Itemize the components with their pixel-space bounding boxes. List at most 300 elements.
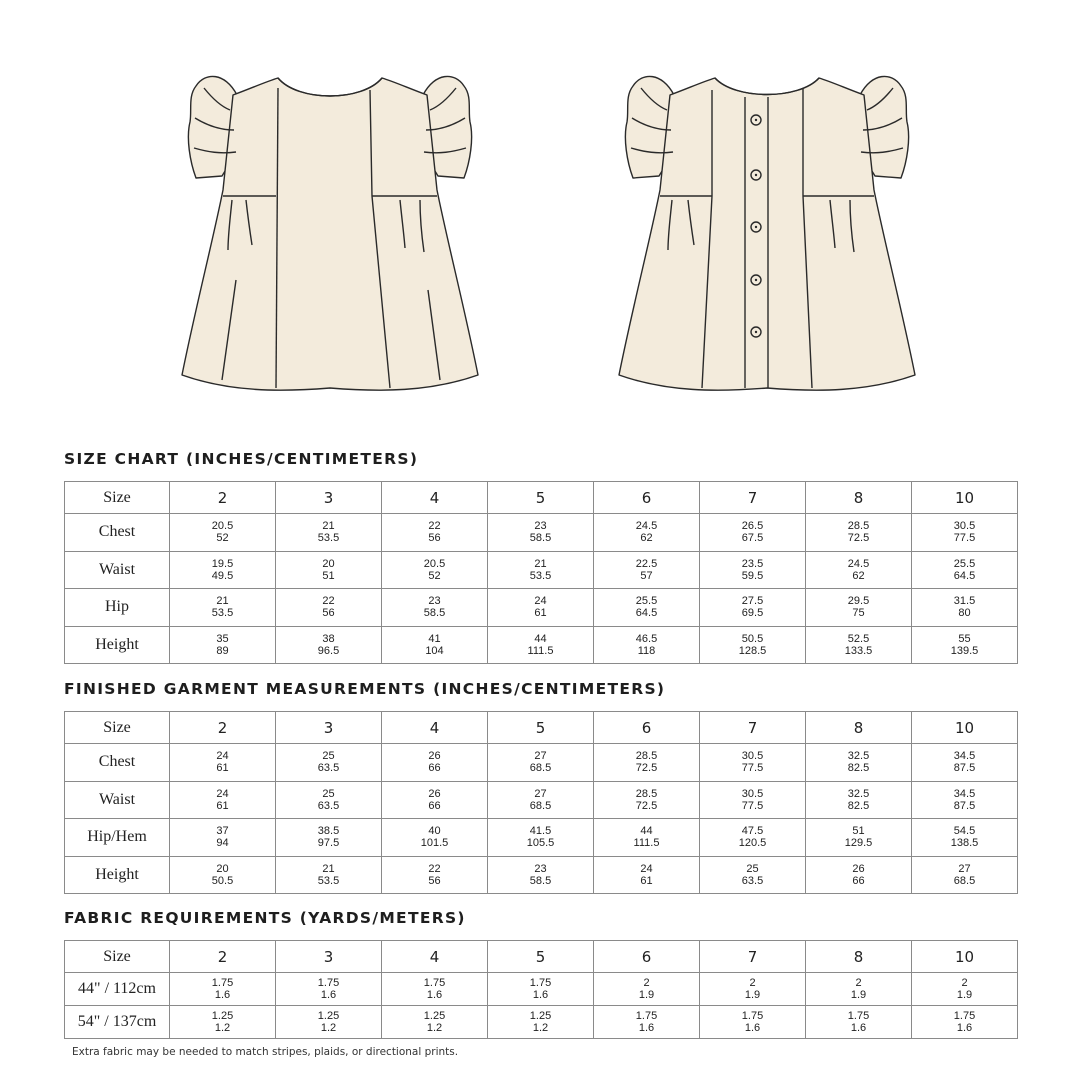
value-metric: 61 [534, 607, 547, 620]
value-metric: 1.6 [744, 1022, 761, 1034]
measurement-cell [594, 1006, 700, 1039]
size-header: 6 [594, 712, 700, 744]
measurement-cell [700, 973, 806, 1006]
value-metric: 96.5 [317, 644, 340, 657]
dress-illustrations-svg [0, 0, 1080, 440]
measurement-cell [488, 626, 594, 664]
measurement-cell [912, 626, 1018, 664]
value-metric: 1.2 [426, 1022, 443, 1034]
value-metric: 80 [958, 607, 971, 620]
table-row [65, 589, 1018, 627]
measurement-cell [488, 781, 594, 819]
measurement-cell [276, 856, 382, 894]
value-imperial: 21 [216, 595, 229, 608]
size-header: 4 [382, 941, 488, 973]
value-metric: 58.5 [423, 607, 446, 620]
measurement-cell [700, 551, 806, 589]
value-imperial: 52.5 [847, 632, 870, 645]
size-header: 6 [594, 941, 700, 973]
size-header: 6 [594, 482, 700, 514]
value-imperial: 27.5 [741, 595, 764, 608]
value-imperial: 24 [216, 750, 229, 763]
measurement-cell [382, 856, 488, 894]
row-label: Hip [65, 589, 170, 627]
dress-illustrations [0, 0, 1080, 440]
row-label: Waist [65, 781, 170, 819]
value-imperial: 19.5 [211, 557, 234, 570]
measurement-cell [170, 856, 276, 894]
value-metric: 67.5 [741, 532, 764, 545]
size-header: 3 [276, 482, 382, 514]
fabric-requirements-table [64, 940, 1018, 1039]
measurement-cell [488, 589, 594, 627]
measurement-cell [806, 514, 912, 552]
size-header: 8 [806, 482, 912, 514]
value-imperial: 54.5 [953, 825, 976, 838]
size-header: 4 [382, 482, 488, 514]
value-imperial: 1.75 [741, 1010, 764, 1022]
value-metric: 61 [640, 874, 653, 887]
value-imperial: 27 [534, 750, 547, 763]
value-metric: 1.6 [638, 1022, 655, 1034]
measurement-cell [700, 514, 806, 552]
value-metric: 57 [640, 569, 653, 582]
value-metric: 58.5 [529, 532, 552, 545]
value-metric: 53.5 [211, 607, 234, 620]
value-imperial: 22.5 [635, 557, 658, 570]
measurement-cell [488, 856, 594, 894]
size-header: 10 [912, 482, 1018, 514]
value-metric: 62 [640, 532, 653, 545]
value-metric: 1.9 [638, 989, 655, 1001]
value-imperial: 23 [428, 595, 441, 608]
value-metric: 1.6 [214, 989, 231, 1001]
value-imperial: 21 [322, 862, 335, 875]
measurement-cell [488, 551, 594, 589]
row-label: Chest [65, 514, 170, 552]
measurement-cell [170, 744, 276, 782]
value-imperial: 1.25 [529, 1010, 552, 1022]
value-metric: 111.5 [527, 644, 554, 657]
measurement-cell [594, 626, 700, 664]
value-imperial: 2 [749, 977, 756, 989]
measurement-cell [912, 819, 1018, 857]
value-metric: 1.6 [956, 1022, 973, 1034]
value-imperial: 20 [216, 862, 229, 875]
measurement-cell [276, 973, 382, 1006]
value-imperial: 25 [322, 750, 335, 763]
header-row [65, 482, 1018, 514]
measurement-cell [382, 744, 488, 782]
value-metric: 101.5 [420, 837, 449, 850]
value-metric: 139.5 [950, 644, 979, 657]
measurement-cell [700, 781, 806, 819]
measurement-cell [806, 551, 912, 589]
value-metric: 138.5 [950, 837, 979, 850]
value-metric: 59.5 [741, 569, 764, 582]
size-header: 7 [700, 941, 806, 973]
value-imperial: 28.5 [635, 787, 658, 800]
table-row [65, 626, 1018, 664]
value-imperial: 23 [534, 520, 547, 533]
measurement-cell [170, 589, 276, 627]
row-label: Waist [65, 551, 170, 589]
value-metric: 77.5 [953, 532, 976, 545]
value-imperial: 34.5 [953, 750, 976, 763]
table-row [65, 973, 1018, 1006]
measurement-cell [594, 744, 700, 782]
value-metric: 77.5 [741, 762, 764, 775]
value-imperial: 20.5 [423, 557, 446, 570]
value-imperial: 26 [428, 787, 441, 800]
value-imperial: 1.75 [423, 977, 446, 989]
value-metric: 77.5 [741, 799, 764, 812]
size-header: 4 [382, 712, 488, 744]
value-metric: 66 [852, 874, 865, 887]
value-imperial: 32.5 [847, 787, 870, 800]
value-metric: 62 [852, 569, 865, 582]
row-label: Chest [65, 744, 170, 782]
measurement-cell [488, 744, 594, 782]
value-imperial: 1.25 [211, 1010, 234, 1022]
value-metric: 72.5 [847, 532, 870, 545]
header-label: Size [65, 712, 170, 744]
value-metric: 94 [216, 837, 229, 850]
measurement-cell [276, 589, 382, 627]
measurement-cell [170, 514, 276, 552]
value-imperial: 2 [855, 977, 862, 989]
dress-front-illustration [182, 76, 478, 390]
value-imperial: 1.75 [847, 1010, 870, 1022]
measurement-cell [806, 781, 912, 819]
table-row [65, 819, 1018, 857]
measurement-cell [170, 551, 276, 589]
header-label: Size [65, 482, 170, 514]
value-metric: 50.5 [211, 874, 234, 887]
row-label: Hip/Hem [65, 819, 170, 857]
size-chart-table [64, 481, 1018, 664]
header-label: Size [65, 941, 170, 973]
value-imperial: 28.5 [635, 750, 658, 763]
measurement-cell [806, 856, 912, 894]
value-metric: 89 [216, 644, 229, 657]
value-metric: 72.5 [635, 762, 658, 775]
value-imperial: 32.5 [847, 750, 870, 763]
value-imperial: 1.75 [317, 977, 340, 989]
measurement-cell [276, 781, 382, 819]
value-imperial: 41 [428, 632, 441, 645]
value-metric: 68.5 [953, 874, 976, 887]
measurement-cell [806, 819, 912, 857]
value-imperial: 41.5 [529, 825, 552, 838]
value-imperial: 30.5 [741, 750, 764, 763]
value-metric: 53.5 [317, 874, 340, 887]
measurement-cell [488, 1006, 594, 1039]
value-imperial: 1.75 [211, 977, 234, 989]
value-metric: 97.5 [317, 837, 340, 850]
measurement-cell [700, 819, 806, 857]
value-imperial: 22 [322, 595, 335, 608]
measurement-cell [700, 589, 806, 627]
size-header: 7 [700, 712, 806, 744]
value-imperial: 37 [216, 825, 229, 838]
value-metric: 1.6 [426, 989, 443, 1001]
value-metric: 61 [216, 799, 229, 812]
table-row [65, 514, 1018, 552]
value-metric: 118 [637, 644, 656, 657]
measurement-cell [170, 626, 276, 664]
value-imperial: 47.5 [741, 825, 764, 838]
row-label: 54" / 137cm [65, 1006, 170, 1039]
measurement-cell [594, 973, 700, 1006]
value-imperial: 31.5 [953, 595, 976, 608]
size-header: 5 [488, 482, 594, 514]
measurement-cell [806, 589, 912, 627]
value-metric: 87.5 [953, 799, 976, 812]
value-imperial: 26 [428, 750, 441, 763]
value-metric: 104 [425, 644, 444, 657]
value-metric: 66 [428, 762, 441, 775]
measurement-cell [806, 1006, 912, 1039]
value-imperial: 2 [643, 977, 650, 989]
measurement-cell [170, 1006, 276, 1039]
value-imperial: 25.5 [953, 557, 976, 570]
table-row [65, 551, 1018, 589]
measurement-cell [912, 781, 1018, 819]
value-metric: 1.9 [744, 989, 761, 1001]
value-metric: 72.5 [635, 799, 658, 812]
value-imperial: 55 [958, 632, 971, 645]
measurement-cell [276, 819, 382, 857]
value-imperial: 26.5 [741, 520, 764, 533]
size-header: 2 [170, 712, 276, 744]
table-row [65, 856, 1018, 894]
size-header: 7 [700, 482, 806, 514]
measurement-cell [276, 514, 382, 552]
value-metric: 49.5 [211, 569, 234, 582]
size-header: 2 [170, 482, 276, 514]
value-imperial: 30.5 [953, 520, 976, 533]
value-metric: 82.5 [847, 799, 870, 812]
measurement-cell [594, 514, 700, 552]
measurement-cell [382, 781, 488, 819]
value-metric: 1.6 [532, 989, 549, 1001]
finished-measurements-title: FINISHED GARMENT MEASUREMENTS (INCHES/CENTIMETERS) [64, 680, 666, 698]
value-imperial: 21 [322, 520, 335, 533]
value-imperial: 27 [958, 862, 971, 875]
measurement-cell [912, 973, 1018, 1006]
measurement-cell [170, 819, 276, 857]
value-metric: 52 [428, 569, 441, 582]
measurement-cell [276, 744, 382, 782]
measurement-cell [382, 551, 488, 589]
value-metric: 111.5 [633, 837, 660, 850]
value-metric: 52 [216, 532, 229, 545]
measurement-cell [276, 551, 382, 589]
table-row [65, 744, 1018, 782]
value-metric: 63.5 [741, 874, 764, 887]
value-metric: 133.5 [844, 644, 873, 657]
value-imperial: 40 [428, 825, 441, 838]
measurement-cell [170, 781, 276, 819]
value-imperial: 22 [428, 862, 441, 875]
value-imperial: 1.25 [317, 1010, 340, 1022]
dress-back-illustration [619, 76, 915, 390]
measurement-cell [912, 744, 1018, 782]
measurement-cell [276, 1006, 382, 1039]
size-header: 2 [170, 941, 276, 973]
value-imperial: 24 [216, 787, 229, 800]
measurement-cell [912, 856, 1018, 894]
value-metric: 105.5 [526, 837, 555, 850]
row-label: Height [65, 856, 170, 894]
value-imperial: 24.5 [635, 520, 658, 533]
measurement-cell [806, 626, 912, 664]
row-label: 44" / 112cm [65, 973, 170, 1006]
size-header: 3 [276, 941, 382, 973]
measurement-cell [594, 589, 700, 627]
size-header: 5 [488, 941, 594, 973]
measurement-cell [594, 819, 700, 857]
value-imperial: 1.25 [423, 1010, 446, 1022]
value-metric: 75 [852, 607, 865, 620]
value-metric: 1.6 [850, 1022, 867, 1034]
row-label: Height [65, 626, 170, 664]
measurement-cell [700, 626, 806, 664]
size-header: 8 [806, 941, 912, 973]
measurement-cell [488, 514, 594, 552]
size-header: 10 [912, 712, 1018, 744]
value-imperial: 26 [852, 862, 865, 875]
value-imperial: 1.75 [635, 1010, 658, 1022]
fabric-requirements-title: FABRIC REQUIREMENTS (YARDS/METERS) [64, 909, 466, 927]
value-imperial: 28.5 [847, 520, 870, 533]
value-metric: 51 [322, 569, 335, 582]
measurement-cell [488, 973, 594, 1006]
value-metric: 63.5 [317, 762, 340, 775]
value-imperial: 38 [322, 632, 335, 645]
measurement-cell [382, 973, 488, 1006]
value-imperial: 23 [534, 862, 547, 875]
size-header: 5 [488, 712, 594, 744]
measurement-cell [594, 551, 700, 589]
value-metric: 69.5 [741, 607, 764, 620]
value-metric: 56 [428, 874, 441, 887]
value-metric: 64.5 [953, 569, 976, 582]
value-imperial: 24.5 [847, 557, 870, 570]
value-imperial: 46.5 [635, 632, 658, 645]
size-header: 10 [912, 941, 1018, 973]
value-metric: 68.5 [529, 762, 552, 775]
measurement-cell [382, 626, 488, 664]
measurement-cell [276, 626, 382, 664]
value-imperial: 44 [640, 825, 653, 838]
measurement-cell [382, 1006, 488, 1039]
value-metric: 1.9 [956, 989, 973, 1001]
measurement-cell [912, 1006, 1018, 1039]
value-metric: 64.5 [635, 607, 658, 620]
value-metric: 129.5 [844, 837, 873, 850]
finished-measurements-table [64, 711, 1018, 894]
value-metric: 1.6 [320, 989, 337, 1001]
size-header: 8 [806, 712, 912, 744]
measurement-cell [594, 856, 700, 894]
value-metric: 68.5 [529, 799, 552, 812]
value-imperial: 30.5 [741, 787, 764, 800]
value-imperial: 20.5 [211, 520, 234, 533]
fabric-note: Extra fabric may be needed to match stripes, plaids, or directional prints. [72, 1046, 459, 1058]
value-metric: 58.5 [529, 874, 552, 887]
value-imperial: 22 [428, 520, 441, 533]
value-imperial: 29.5 [847, 595, 870, 608]
value-imperial: 51 [852, 825, 865, 838]
size-header: 3 [276, 712, 382, 744]
header-row [65, 941, 1018, 973]
table-row [65, 1006, 1018, 1039]
measurement-cell [488, 819, 594, 857]
value-metric: 1.2 [320, 1022, 337, 1034]
value-metric: 53.5 [529, 569, 552, 582]
value-metric: 87.5 [953, 762, 976, 775]
value-imperial: 1.75 [529, 977, 552, 989]
value-imperial: 27 [534, 787, 547, 800]
value-imperial: 23.5 [741, 557, 764, 570]
value-imperial: 50.5 [741, 632, 764, 645]
value-imperial: 35 [216, 632, 229, 645]
measurement-cell [700, 744, 806, 782]
value-metric: 56 [322, 607, 335, 620]
measurement-cell [382, 819, 488, 857]
value-metric: 1.2 [532, 1022, 549, 1034]
measurement-cell [806, 744, 912, 782]
value-metric: 128.5 [738, 644, 767, 657]
measurement-cell [594, 781, 700, 819]
measurement-cell [912, 514, 1018, 552]
value-metric: 66 [428, 799, 441, 812]
measurement-cell [912, 551, 1018, 589]
measurement-cell [806, 973, 912, 1006]
value-metric: 61 [216, 762, 229, 775]
measurement-cell [382, 514, 488, 552]
value-imperial: 34.5 [953, 787, 976, 800]
value-metric: 63.5 [317, 799, 340, 812]
value-imperial: 21 [534, 557, 547, 570]
value-imperial: 24 [534, 595, 547, 608]
size-chart-title: SIZE CHART (INCHES/CENTIMETERS) [64, 450, 419, 468]
value-metric: 53.5 [317, 532, 340, 545]
value-imperial: 25.5 [635, 595, 658, 608]
value-metric: 120.5 [738, 837, 767, 850]
measurement-cell [700, 1006, 806, 1039]
value-imperial: 2 [961, 977, 968, 989]
value-metric: 56 [428, 532, 441, 545]
value-imperial: 25 [746, 862, 759, 875]
value-metric: 1.9 [850, 989, 867, 1001]
measurement-cell [382, 589, 488, 627]
measurement-cell [170, 973, 276, 1006]
measurement-cell [912, 589, 1018, 627]
value-imperial: 25 [322, 787, 335, 800]
table-row [65, 781, 1018, 819]
value-imperial: 1.75 [953, 1010, 976, 1022]
value-metric: 82.5 [847, 762, 870, 775]
value-imperial: 20 [322, 557, 335, 570]
value-metric: 1.2 [214, 1022, 231, 1034]
header-row [65, 712, 1018, 744]
value-imperial: 24 [640, 862, 653, 875]
measurement-cell [700, 856, 806, 894]
value-imperial: 44 [534, 632, 547, 645]
